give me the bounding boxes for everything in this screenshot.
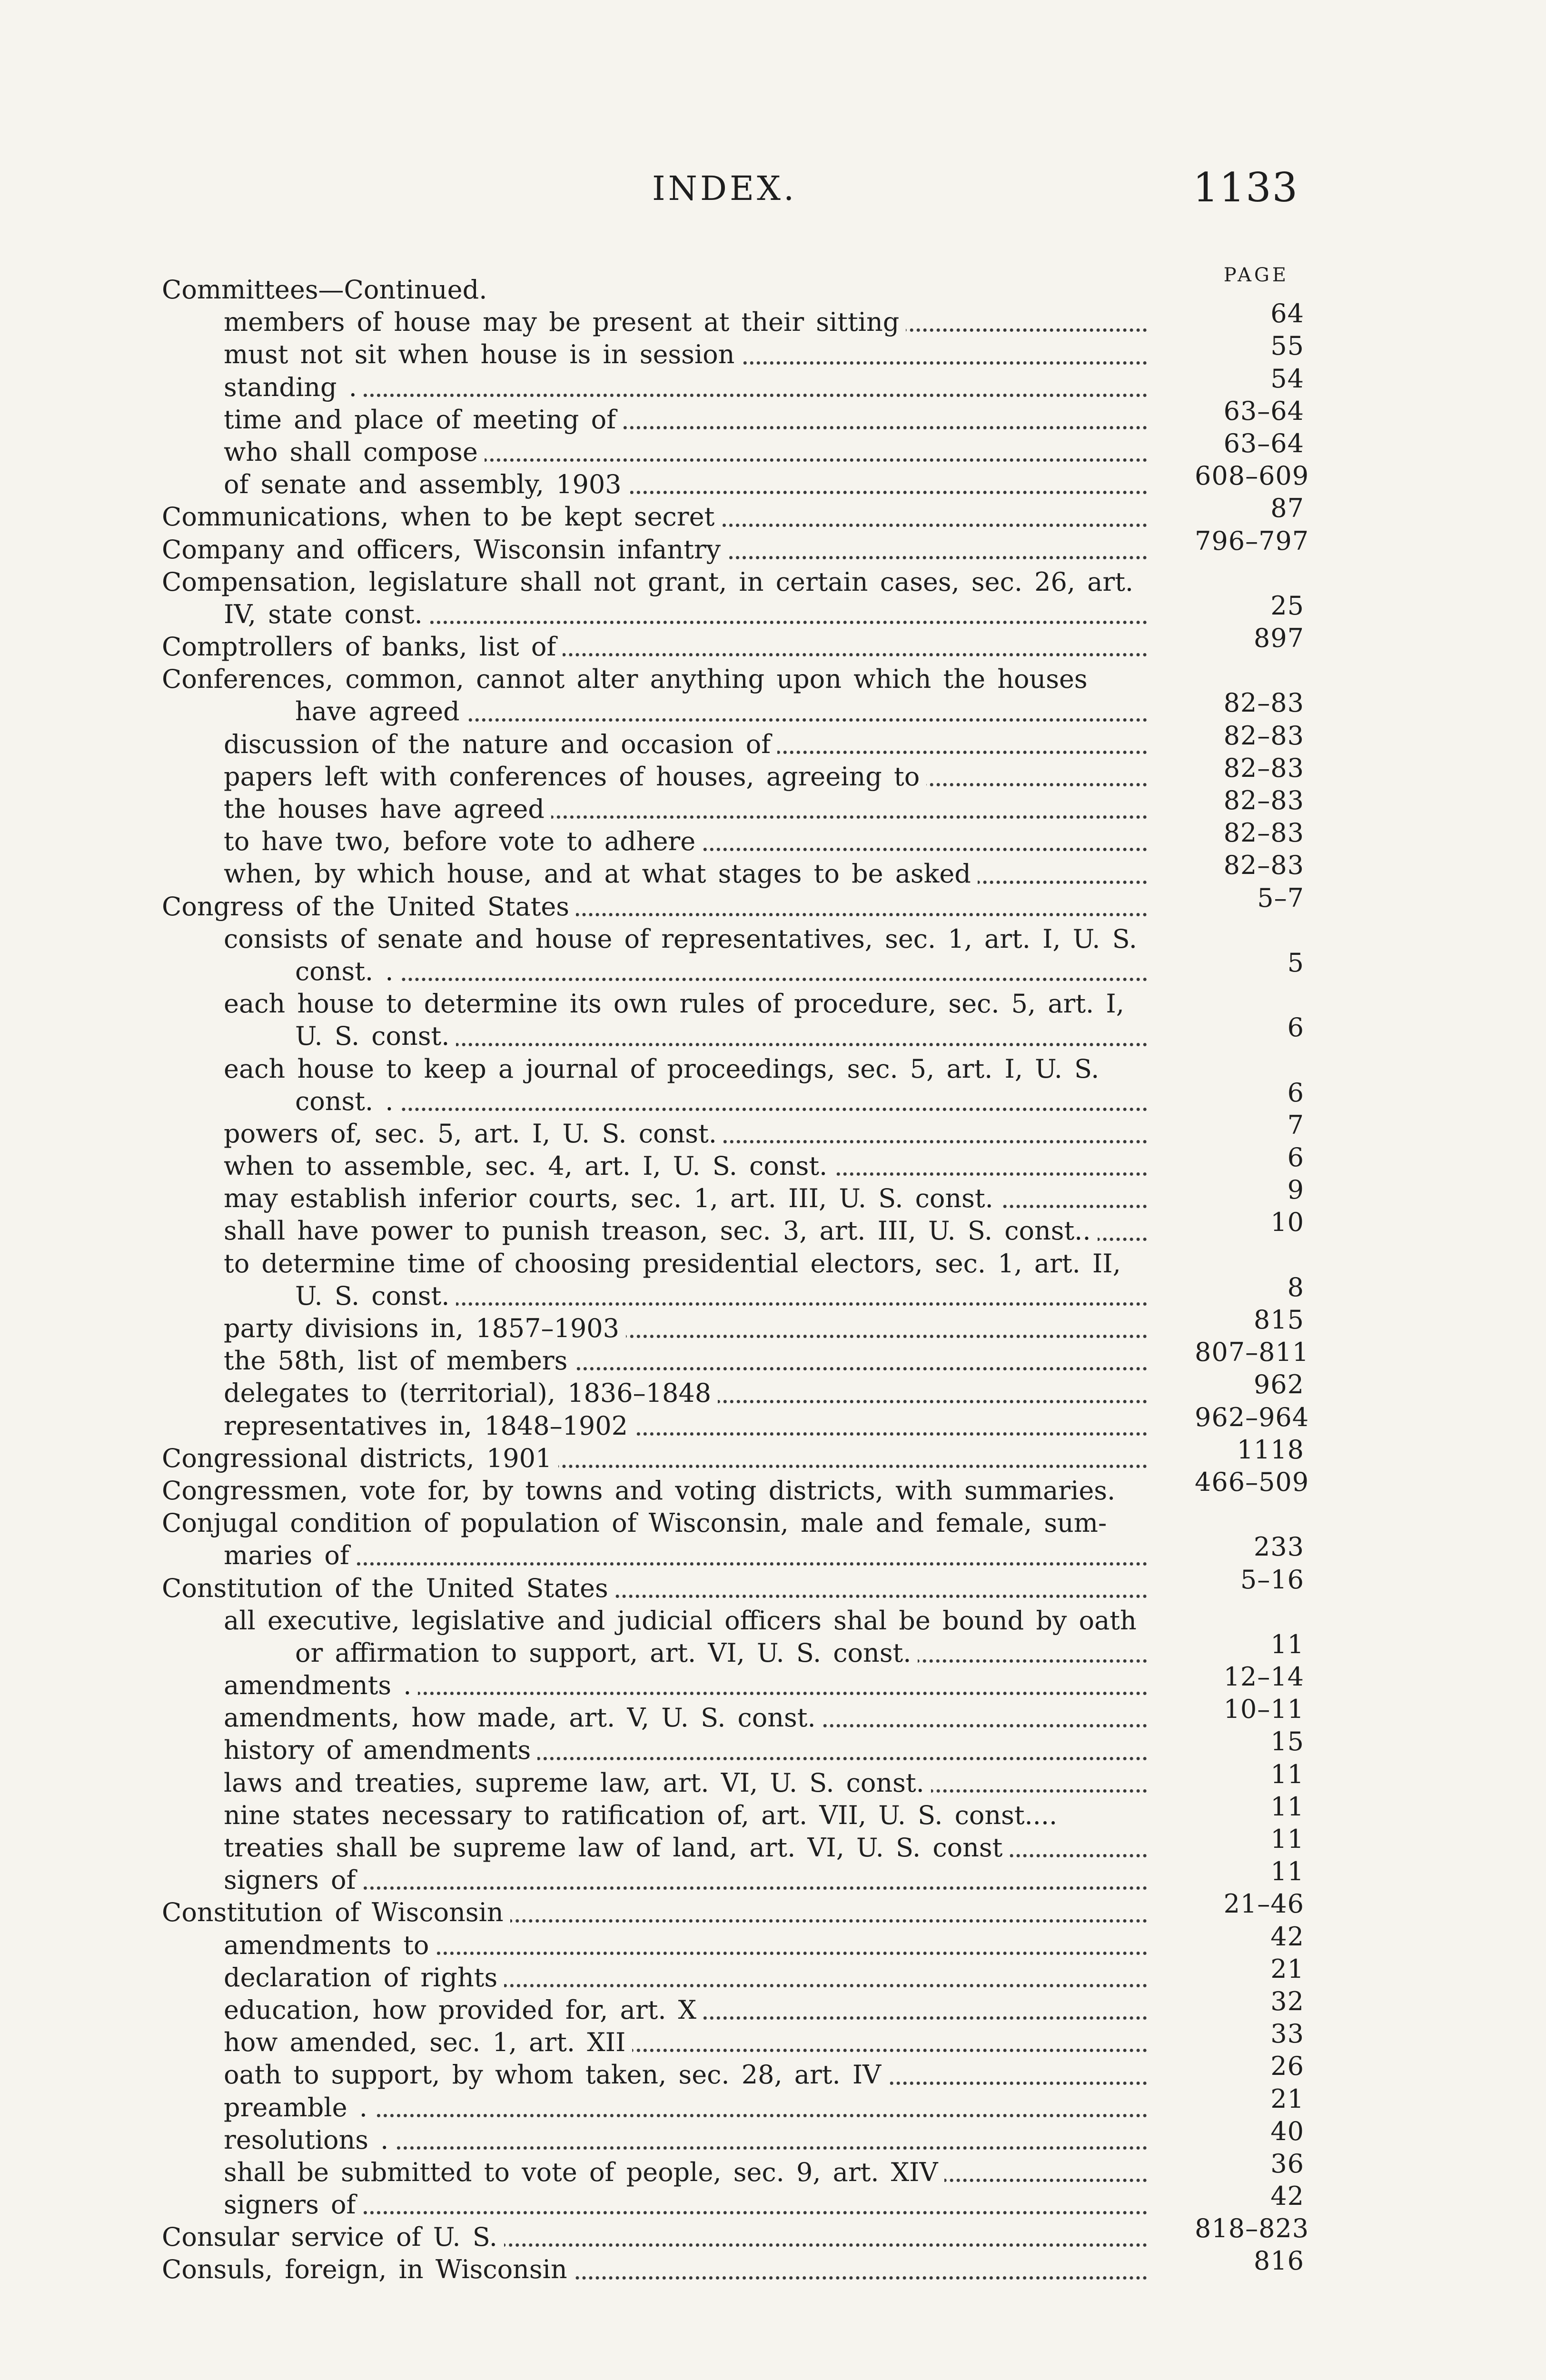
index-entry [162, 331, 1304, 371]
index-entry [162, 1791, 1304, 1832]
index-entry-text: nine states necessary to ratification of, art. VII, U. S. const.... [224, 1799, 1064, 1832]
index-entry-page: 25 [1270, 590, 1304, 621]
index-entry-page: 5 [1287, 947, 1304, 978]
index-entry-text: discussion of the nature and occasion of [224, 728, 777, 761]
index-entry [162, 947, 1304, 988]
index-entry-text: papers left with conferences of houses, agreeing to [224, 761, 926, 793]
index-entry-page: 63–64 [1223, 428, 1304, 458]
index-entry-page: 10 [1270, 1207, 1304, 1238]
index-entry-text: the houses have agreed [224, 793, 551, 825]
index-entry [162, 753, 1304, 793]
index-entry-page: 10–11 [1223, 1694, 1304, 1725]
index-entry [162, 1053, 1304, 1085]
index-entry-page: 40 [1270, 2116, 1304, 2146]
index-entry [162, 1305, 1304, 1345]
index-entry [162, 566, 1304, 598]
index-entry-page: 82–83 [1223, 850, 1304, 881]
index-entry [162, 818, 1304, 858]
index-entry [162, 590, 1304, 631]
index-entry-page: 6 [1287, 1142, 1304, 1173]
index-entry [162, 526, 1309, 566]
index-entry-page: 962 [1253, 1369, 1304, 1400]
index-entry [162, 274, 1304, 306]
index-entry-text: Congress of the United States [162, 891, 576, 923]
index-entry [162, 1856, 1304, 1896]
index-entry [162, 2019, 1304, 2059]
index-entry [162, 1142, 1304, 1182]
index-entry-text: powers of, sec. 5, art. I, U. S. const. [224, 1118, 723, 1150]
index-entry [162, 2148, 1304, 2189]
index-entry-text: Compensation, legislature shall not grant, in certain cases, sec. 26, art. [162, 566, 1140, 598]
index-entry-page: 33 [1270, 2019, 1304, 2049]
index-entry-page: 6 [1287, 1077, 1304, 1108]
index-entry [162, 1694, 1304, 1734]
index-entry-text: who shall compose [224, 436, 485, 468]
index-entry-text: must not sit when house is in session [224, 338, 741, 371]
index-entry [162, 1759, 1304, 1799]
index-entry-page: 897 [1253, 623, 1304, 654]
index-entry-text: IV, state const. [224, 598, 429, 631]
index-entry [162, 428, 1304, 468]
index-entry-page: 82–83 [1223, 785, 1304, 815]
index-entry-text: may establish inferior courts, sec. 1, art. III, U. S. const. [224, 1182, 1000, 1215]
index-entry [162, 1337, 1309, 1377]
index-entry [162, 2116, 1304, 2156]
index-entry-page: 962–964 [1195, 1402, 1309, 1432]
index-entry-page: 82–83 [1223, 818, 1304, 848]
index-entry-text: shall have power to punish treason, sec. 3, art. III, U. S. const.. [224, 1215, 1098, 1247]
index-entry [162, 493, 1304, 533]
index-entry-text: signers of [224, 1864, 362, 1896]
index-entry-text: signers of [224, 2189, 362, 2221]
index-entry-text: treaties shall be supreme law of land, art. VI, U. S. const [224, 1832, 1009, 1864]
index-entry-text: of senate and assembly, 1903 [224, 468, 628, 501]
index-entry [162, 1434, 1304, 1475]
index-entry-page: 816 [1253, 2246, 1304, 2276]
index-entry-text: time and place of meeting of [224, 404, 623, 436]
index-entry-text: Consular service of U. S. [162, 2221, 504, 2253]
index-entry-page: 21–46 [1223, 1889, 1304, 1919]
index-entry-text: when to assemble, sec. 4, art. I, U. S. const. [224, 1150, 834, 1182]
index-entry-text: each house to keep a journal of proceedings, sec. 5, art. I, U. S. [224, 1053, 1106, 1085]
index-entry-text: when, by which house, and at what stages to be asked [224, 858, 978, 890]
index-entry-text: Company and officers, Wisconsin infantry [162, 534, 727, 566]
index-entry [162, 1954, 1304, 1994]
index-entry-page: 807–811 [1195, 1337, 1309, 1368]
index-entry [162, 1921, 1304, 1962]
index-entry-text: maries of [224, 1539, 356, 1572]
index-entry-page: 815 [1253, 1305, 1304, 1335]
index-entry-text: history of amendments [224, 1734, 537, 1766]
index-entry [162, 1605, 1304, 1637]
index-entry-page: 12–14 [1223, 1662, 1304, 1692]
index-entry-text: resolutions . [224, 2124, 395, 2156]
index-entry-page: 5–16 [1240, 1564, 1304, 1595]
index-entry-text: amendments, how made, art. V, U. S. const. [224, 1702, 823, 1734]
dot-leader [295, 978, 1147, 981]
index-entry-text: each house to determine its own rules of procedure, sec. 5, art. I, [224, 988, 1131, 1020]
index-entry-text: amendments . [224, 1669, 418, 1702]
index-entry-text: oath to support, by whom taken, sec. 28, art. IV [224, 2059, 888, 2091]
dot-leader [295, 1108, 1147, 1111]
index-entry-text: Communications, when to be kept secret [162, 501, 721, 533]
index-entry-page: 608–609 [1195, 461, 1309, 491]
index-entry [162, 396, 1304, 436]
index-entry-text: how amended, sec. 1, art. XII [224, 2026, 632, 2059]
index-entry-text: const. . [295, 1085, 400, 1118]
index-entry-text: U. S. const. [295, 1020, 456, 1052]
index-entry [162, 2246, 1304, 2286]
index-entry-text: declaration of rights [224, 1962, 504, 1994]
index-entry-page: 818–823 [1195, 2213, 1309, 2244]
index-entry-text: the 58th, list of members [224, 1345, 574, 1377]
index-entry [162, 988, 1304, 1020]
index-entry [162, 298, 1304, 338]
page-header [0, 164, 1546, 221]
index-entry-page: 42 [1270, 1921, 1304, 1952]
index-entry-text: or affirmation to support, art. VI, U. S. const. [295, 1637, 918, 1669]
index-entry [162, 461, 1309, 501]
index-entry-page: 8 [1287, 1272, 1304, 1302]
index-entry-page: 9 [1287, 1175, 1304, 1205]
index-entry [162, 1369, 1304, 1409]
index-entry-page: 7 [1287, 1110, 1304, 1140]
dot-leader [224, 1562, 1147, 1566]
index-entry [162, 1986, 1304, 2026]
index-entry-page: 21 [1270, 1954, 1304, 1984]
index-entry-text: education, how provided for, art. X [224, 1994, 703, 2026]
index-entry [162, 623, 1304, 663]
index-list [162, 274, 1309, 2286]
index-entry [162, 2181, 1304, 2221]
index-entry [162, 1507, 1304, 1539]
index-entry-page: 21 [1270, 2083, 1304, 2114]
index-entry-page: 11 [1270, 1759, 1304, 1789]
index-entry [162, 923, 1304, 955]
index-entry [162, 720, 1304, 761]
index-entry-page: 63–64 [1223, 396, 1304, 426]
index-entry-page: 11 [1270, 1791, 1304, 1822]
index-entry-page: 64 [1270, 298, 1304, 329]
index-entry [162, 850, 1304, 890]
index-entry-page: 5–7 [1257, 883, 1304, 913]
index-entry [162, 1077, 1304, 1118]
index-entry [162, 1402, 1309, 1442]
index-entry-page: 55 [1270, 331, 1304, 361]
index-entry-text: Consuls, foreign, in Wisconsin [162, 2253, 574, 2286]
index-entry-text: all executive, legislative and judicial officers shal be bound by oath [224, 1605, 1143, 1637]
index-entry-text: laws and treaties, supreme law, art. VI, U. S. const. [224, 1767, 931, 1799]
running-head-title: INDEX. [652, 169, 797, 208]
index-entry [162, 688, 1304, 728]
index-entry-page: 87 [1270, 493, 1304, 524]
index-entry-page: 82–83 [1223, 720, 1304, 751]
index-entry-page: 796–797 [1195, 526, 1309, 556]
index-entry-text: members of house may be present at their sitting [224, 306, 906, 338]
index-entry-text: consists of senate and house of representatives, sec. 1, art. I, U. S. [224, 923, 1144, 955]
index-entry-text: Constitution of the United States [162, 1572, 615, 1605]
index-entry-page: 54 [1270, 363, 1304, 394]
index-entry [162, 363, 1304, 404]
index-entry-text: Conferences, common, cannot alter anything upon which the houses [162, 663, 1094, 695]
index-entry [162, 1272, 1304, 1312]
index-entry [162, 1467, 1309, 1507]
index-entry [162, 1726, 1304, 1766]
index-entry [162, 2213, 1309, 2253]
index-entry-page: 26 [1270, 2051, 1304, 2082]
index-entry-page: 1118 [1237, 1434, 1304, 1465]
index-entry-text: Constitution of Wisconsin [162, 1896, 510, 1929]
index-entry-text: const. . [295, 955, 400, 988]
index-entry [162, 1662, 1304, 1702]
index-entry [162, 1012, 1304, 1052]
index-entry-page: 11 [1270, 1856, 1304, 1887]
index-entry-text: U. S. const. [295, 1280, 456, 1312]
index-entry [162, 1532, 1304, 1572]
index-entry-page: 82–83 [1223, 753, 1304, 783]
index-entry [162, 1629, 1304, 1669]
index-entry [162, 1110, 1304, 1150]
index-entry-text: Congressional districts, 1901 [162, 1442, 558, 1475]
index-entry-page: 82–83 [1223, 688, 1304, 718]
index-entry-page: 466–509 [1195, 1467, 1309, 1497]
index-entry-text: Congressmen, vote for, by towns and voting districts, with summaries. [162, 1475, 1122, 1507]
index-entry [162, 1889, 1304, 1929]
index-entry [162, 663, 1304, 695]
index-entry [162, 1175, 1304, 1215]
index-entry-text: delegates to (territorial), 1836–1848 [224, 1377, 718, 1409]
page-number: 1133 [1193, 164, 1298, 211]
index-entry-text: preamble . [224, 2092, 374, 2124]
index-entry [162, 2051, 1304, 2091]
index-entry-page: 6 [1287, 1012, 1304, 1043]
index-entry-text: to determine time of choosing presidential electors, sec. 1, art. II, [224, 1248, 1128, 1280]
index-entry [162, 1248, 1304, 1280]
index-entry-page: 11 [1270, 1824, 1304, 1854]
index-entry-text: Committees—Continued. [162, 274, 494, 306]
index-entry [162, 883, 1304, 923]
index-entry [162, 1564, 1304, 1605]
index-entry-text: party divisions in, 1857–1903 [224, 1312, 626, 1345]
index-entry-text: to have two, before vote to adhere [224, 825, 702, 858]
index-entry [162, 1207, 1304, 1247]
index-entry-text: amendments to [224, 1929, 436, 1962]
index-entry-text: Conjugal condition of population of Wisconsin, male and female, sum- [162, 1507, 1113, 1539]
index-entry-page: 42 [1270, 2181, 1304, 2211]
index-entry [162, 2083, 1304, 2124]
index-entry-text: Comptrollers of banks, list of [162, 631, 563, 663]
index-entry-page: 11 [1270, 1629, 1304, 1659]
index-entry-page: 36 [1270, 2148, 1304, 2179]
index-entry-page: 15 [1270, 1726, 1304, 1757]
index-entry [162, 785, 1304, 825]
index-entry-text: standing . [224, 371, 364, 404]
index-entry [162, 1824, 1304, 1864]
page-column-label: PAGE [1223, 264, 1289, 286]
index-entry-text: representatives in, 1848–1902 [224, 1410, 634, 1442]
index-entry-text: have agreed [295, 695, 466, 728]
index-entry-text: shall be submitted to vote of people, sec. 9, art. XIV [224, 2156, 944, 2189]
index-entry-page: 32 [1270, 1986, 1304, 2016]
index-entry-page: 233 [1253, 1532, 1304, 1562]
